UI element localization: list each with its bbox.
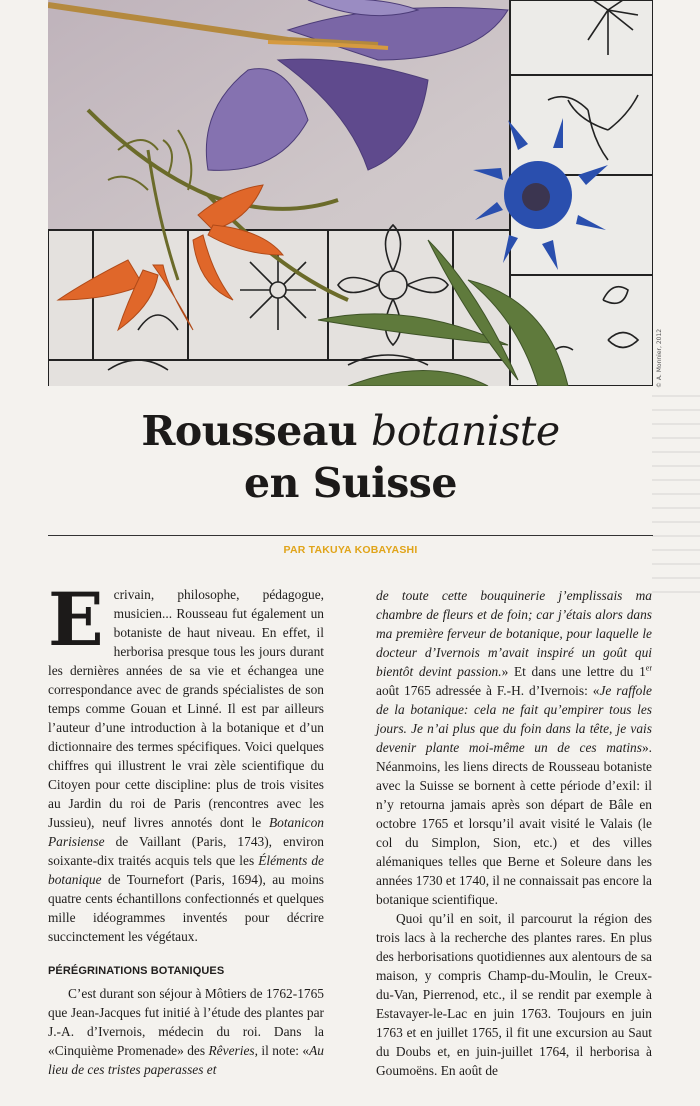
title-roman: Rousseau <box>141 407 371 455</box>
text-run: , il note: « <box>254 1043 310 1058</box>
text-run: de Vaillant (Paris, 1743), environ soixante-dix traités acquis tels que les <box>48 834 324 868</box>
section-heading: PÉRÉGRINATIONS BOTANIQUES <box>48 965 225 977</box>
column-right <box>376 586 652 1080</box>
text-run: août 1765 adressée à F.-H. d’Ivernois: « <box>376 683 600 698</box>
drop-cap: E <box>48 577 104 663</box>
text-run: ». Néanmoins, les liens directs de Rousseau botaniste avec la Suisse se bornent à cette période d’exil: il n’y retourna jamais après son départ de Bâle en octobre 1765 et lorsqu’il avait visité le Valais (le col du Simplon, Sion, etc.) et des villes alémaniques telles que Berne et Soleure dans les années 1730 et 1740, il ne connaissait pas encore la botanique scientifique. <box>376 740 652 907</box>
photo-credit-text: © A. Monnier, 2012 <box>656 328 663 388</box>
quotation: Je raffole de la botanique: cela ne fait qu’empirer tous les jours. Je n’ai plus que du foin dans la tête, je vais devenir plante moi-même un de ces matins <box>376 683 652 755</box>
bleed-through <box>652 395 700 595</box>
column-left <box>48 577 324 1079</box>
superscript: er <box>645 663 652 673</box>
pressed-flowers-illustration <box>48 0 653 386</box>
text-run: de Tournefort (Paris, 1694), au moins quatre cents échantillons confectionnés et quelques mille idéogrammes inventés pour décrire succinctement les végétaux. <box>48 872 324 944</box>
quotation: Au lieu de ces tristes paperasses et <box>48 1043 324 1077</box>
paragraph-continued <box>376 586 652 909</box>
book-title: Botanicon Parisiense <box>48 815 324 849</box>
text-run: C’est durant son séjour à Môtiers de 1762-1765 que Jean-Jacques fut initié à l’étude des plantes par J.-A. d’Ivernois, médecin du roi. Dans la «Cinquième Promenade» des <box>48 986 324 1058</box>
byline: PAR TAKUYA KOBAYASHI <box>283 544 418 556</box>
photo-credit <box>654 320 668 390</box>
title-rule <box>48 535 653 536</box>
text-run: » Et dans une lettre du 1 <box>501 664 646 679</box>
paragraph <box>48 984 324 1079</box>
quotation: de toute cette bouquinerie j’emplissais ma chambre de fleurs et de foin; car j’étais alors dans ma première ferveur de botanique, pour laquelle le docteur d’Ivernois m’avait inspiré un goût qui bientôt devint passion. <box>376 588 652 679</box>
pressed-flowers-photo <box>48 0 653 386</box>
paragraph: Quoi qu’il en soit, il parcourut la région des trois lacs à la recherche des plantes rares. En plus des herborisations quotidiennes aux alentours de sa maison, y compris Champ-du-Moulin, le Creux-du-Van, Pierrenod, etc., il se rendit par exemple à Estavayer-le-Lac en juin 1763. Toujours en juin 1763 et en juillet 1765, il fit une excursion au Saut du Doubs et, en juin-juillet 1764, il herborisa à Goumoëns. En août de <box>376 911 652 1078</box>
text-run: crivain, philosophe, pédagogue, musicien... Rousseau fut également un botaniste de haut niveau. En effet, il herborisa presque tous les jours durant les dernières années de sa vie et échangea une correspondance avec de grands spécialistes de son temps comme Gouan et Linné. Il est par ailleurs l’auteur d’une introduction à la botanique et d’un dictionnaire des termes spécifiques. Voici quelques chiffres qui illustrent le vrai zèle scientifique du Citoyen pour cette discipline: plus de trois visites au Jardin du roi de Paris (rencontres avec les Jussieu), neuf livres annotés dont le <box>48 587 324 830</box>
book-title: Rêveries <box>208 1043 255 1058</box>
title-line2: en Suisse <box>244 459 457 507</box>
article-title <box>48 405 653 509</box>
title-italic: botaniste <box>370 407 560 455</box>
book-title: Éléments de botanique <box>48 853 324 887</box>
paragraph-intro <box>48 577 324 946</box>
